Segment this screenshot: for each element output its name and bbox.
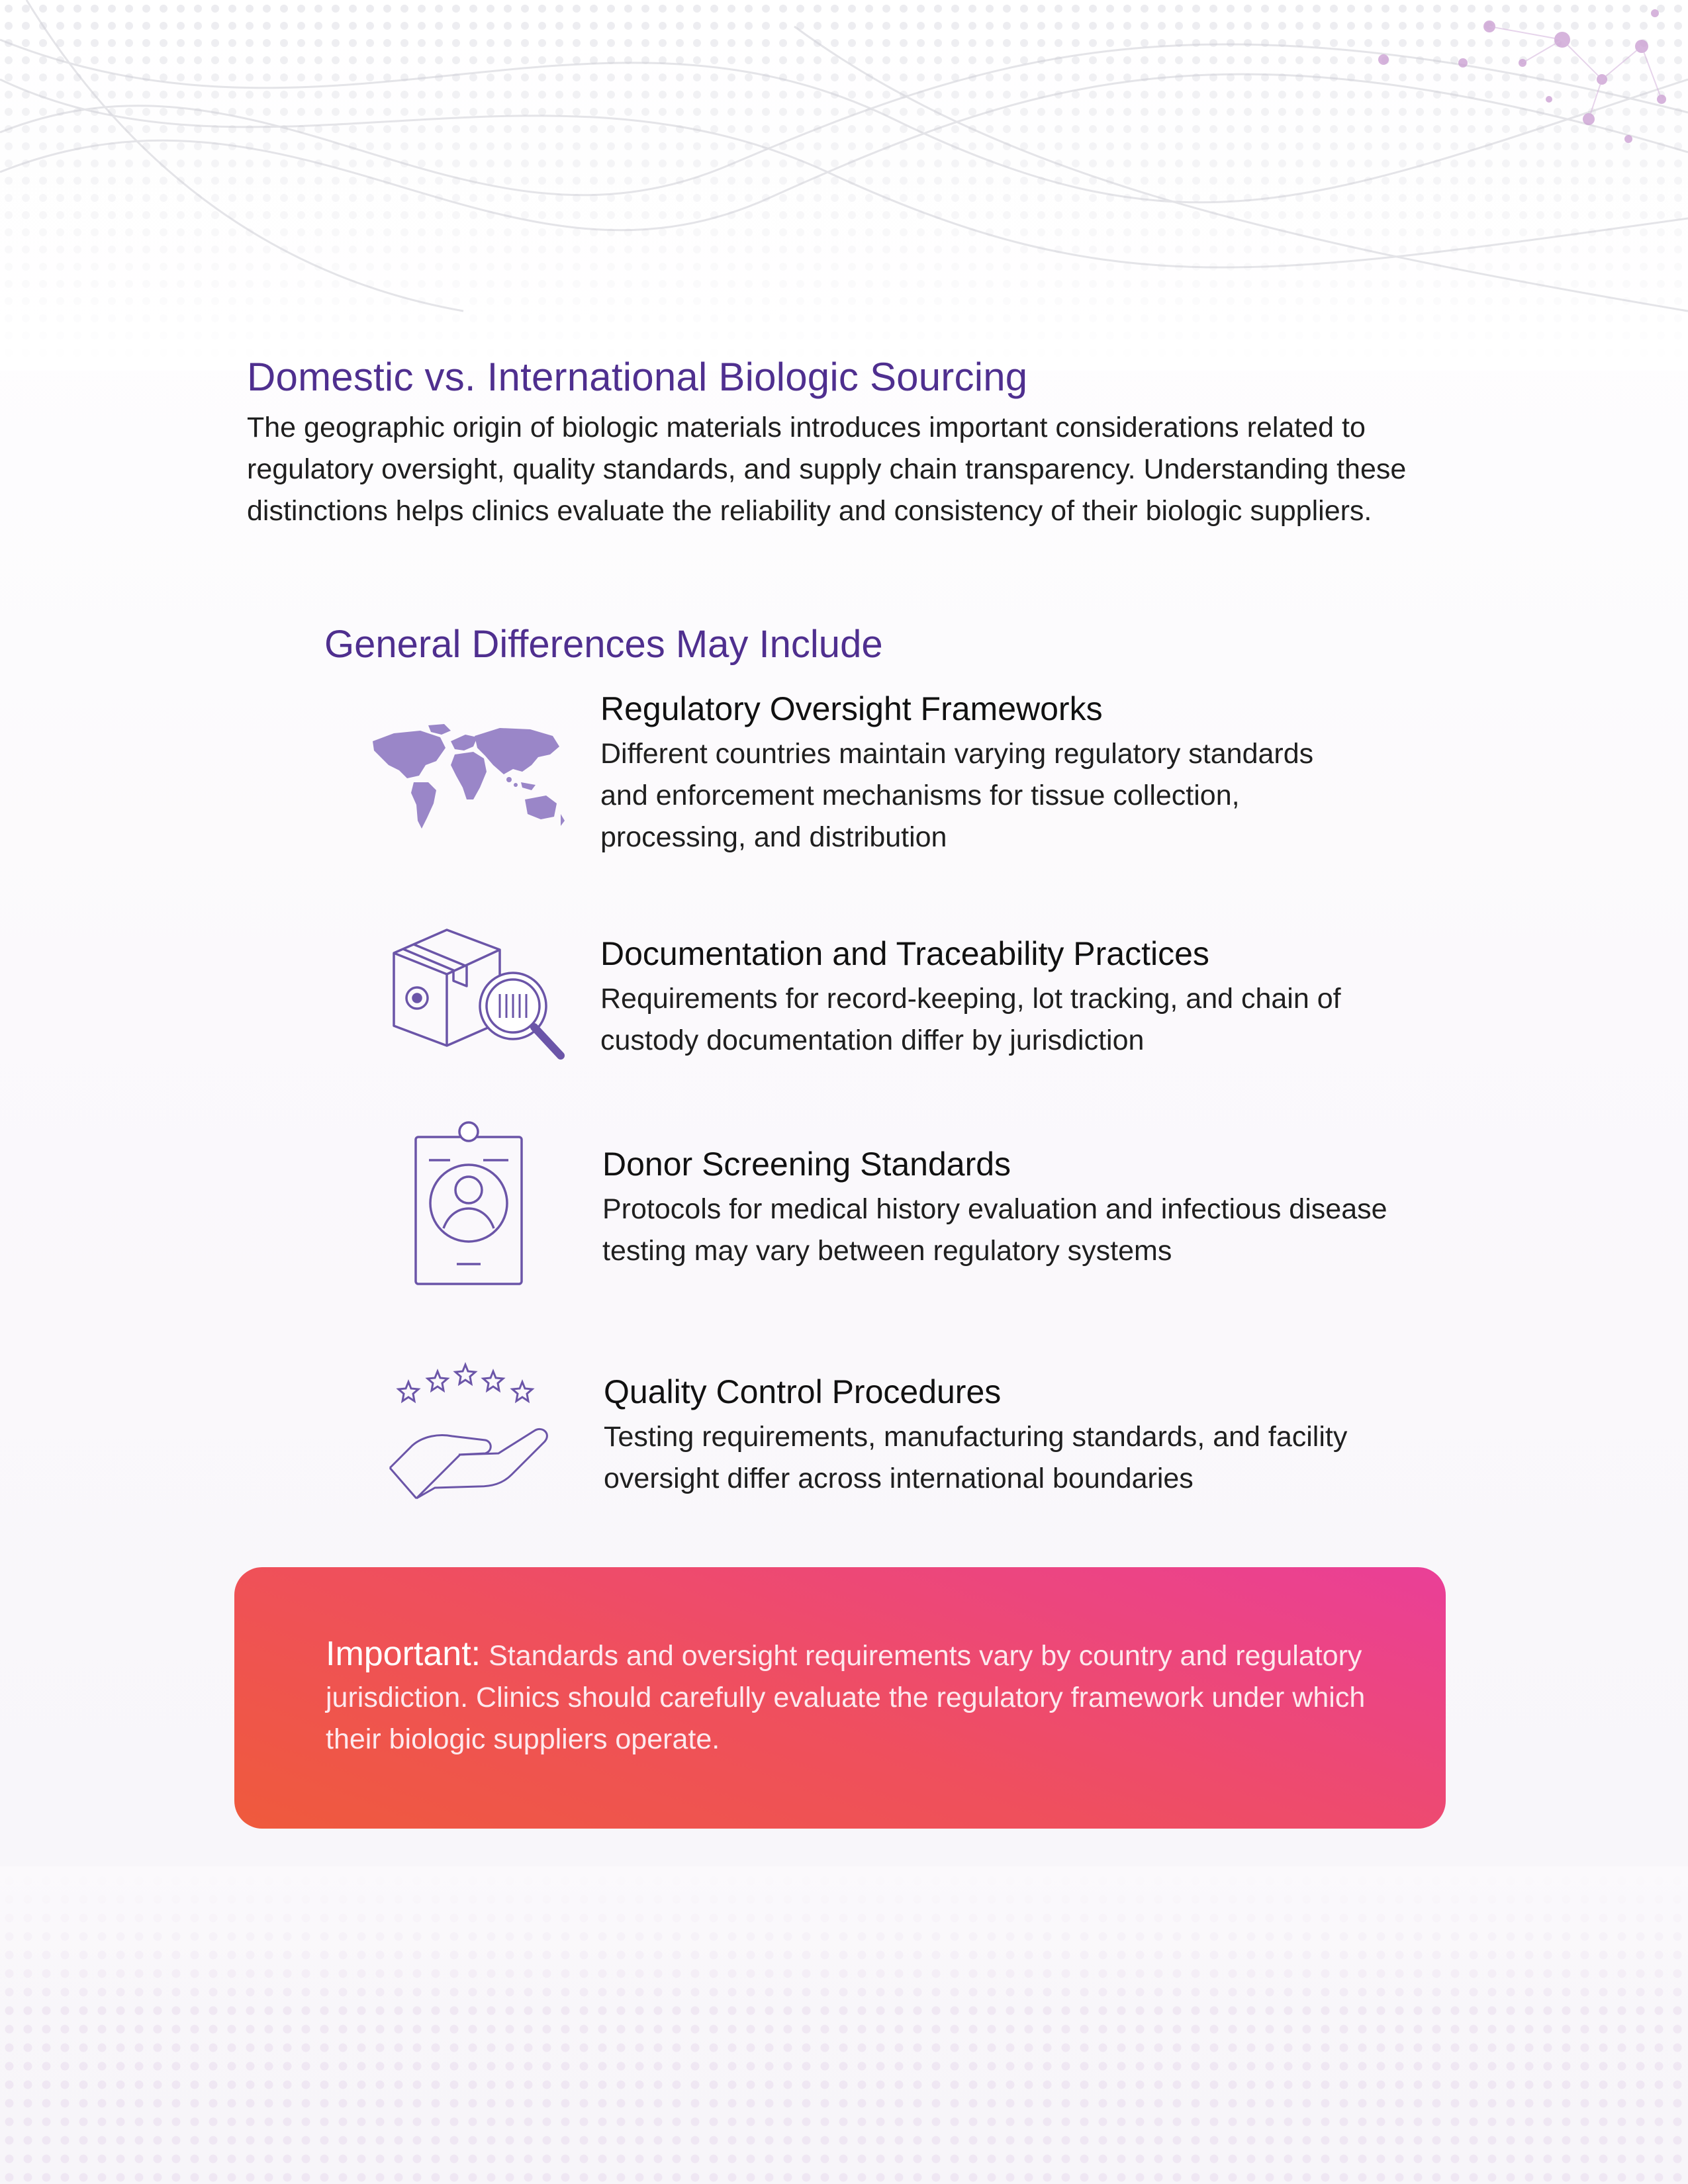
hand-stars-icon (386, 1362, 558, 1511)
item-title: Regulatory Oversight Frameworks (600, 690, 1103, 727)
intro-paragraph: The geographic origin of biologic materials introduces important considerations related to regulatory oversight, quality standards, and supply chain transparency. Understanding these distinctions helps clinics evaluate the reliability and consistency of their biologic suppliers. (247, 412, 1407, 527)
id-badge-icon (410, 1117, 530, 1293)
page-title: Domestic vs. International Biologic Sourcing (247, 355, 1028, 399)
item-title: Quality Control Procedures (604, 1373, 1002, 1410)
world-map-icon (367, 708, 566, 857)
callout-body: Standards and oversight requirements vary by country and regulatory jurisdiction. Clinics should carefully evaluate the regulatory framework under which their biologic suppliers operate. (326, 1640, 1366, 1755)
package-inspection-icon (387, 920, 573, 1075)
item-description: Testing requirements, manufacturing standards, and facility oversight differ across international boundaries (604, 1421, 1348, 1494)
section-subheading: General Differences May Include (324, 623, 883, 666)
item-title: Donor Screening Standards (602, 1146, 1011, 1183)
item-description: Requirements for record-keeping, lot tracking, and chain of custody documentation differ by jurisdiction (600, 983, 1341, 1056)
callout-label: Important: (326, 1635, 481, 1673)
item-description: Different countries maintain varying regulatory standards and enforcement mechanisms for tissue collection, processing, and distribution (600, 738, 1314, 853)
item-title: Documentation and Traceability Practices (600, 935, 1209, 972)
callout-text (326, 1633, 1372, 1760)
important-callout (234, 1567, 1446, 1829)
item-description: Protocols for medical history evaluation and infectious disease testing may vary between regulatory systems (602, 1193, 1387, 1267)
